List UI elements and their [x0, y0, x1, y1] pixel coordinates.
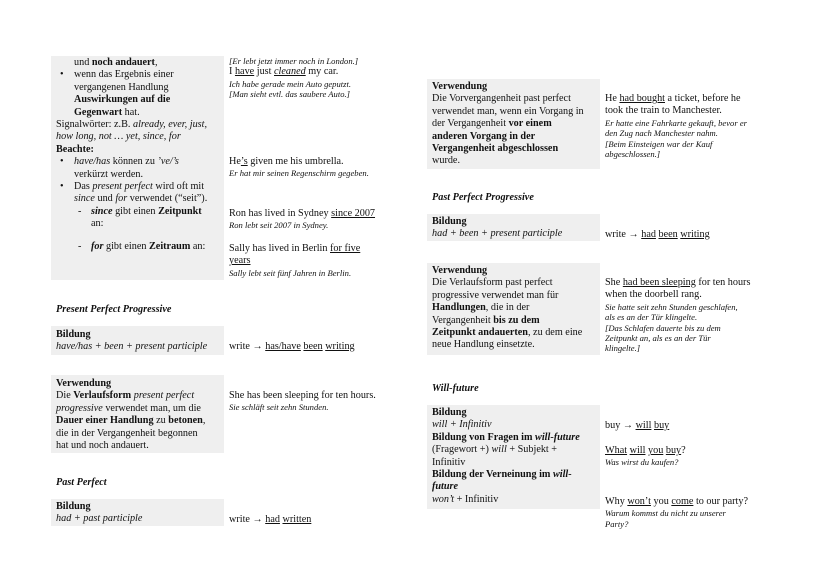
pp-example: write → had written: [229, 514, 312, 525]
umbrella-example: He’s given me his umbrella. Er hat mir seinen Regenschirm gegeben.: [229, 156, 369, 179]
ppp-bildung: Bildung have/has + been + present participle: [56, 329, 208, 353]
for-example: Sally has lived in Berlin for five years Sally lebt seit fünf Jahren in Berlin.: [229, 243, 361, 278]
ppp-example: write → has/have been writing: [229, 341, 355, 352]
arrow-icon: →: [252, 514, 263, 525]
pp-verwendung: Verwendung Die Vorvergangenheit past perfect verwendet man, wenn ein Vorgang in der Vergangenheit vor einem anderen Vorgang in der Vergangenheit abgeschlossen wurde.: [432, 81, 584, 167]
since-example: Ron has lived in Sydney since 2007 Ron lebt seit 2007 in Sydney.: [229, 208, 376, 231]
ppp2-bildung: Bildung had + been + present participle: [432, 216, 563, 240]
ppp-verwendung: Verwendung Die Verlaufsform present perfect progressive verwendet man, um die Dauer einer Handlung zu betonen, die in der Vergangenheit begonnen hat und noch andauert.: [56, 378, 206, 452]
section-heading-past-perfect-progressive: Past Perfect Progressive: [432, 192, 534, 203]
section-heading-past-perfect: Past Perfect: [56, 477, 107, 488]
ppp-example-2: She has been sleeping for ten hours. Sie schläft seit zehn Stunden.: [229, 390, 376, 413]
wf-example-question: What will you buy? Was wirst du kaufen?: [605, 445, 686, 468]
continuation-examples: [Er lebt jetzt immer noch in London.] I have just cleaned my car. Ich habe gerade mein Auto geputzt. [Man sieht evtl. das saubere Auto.]: [229, 56, 359, 100]
pp-bildung: Bildung had + past participle: [56, 501, 143, 525]
pp-use-example: He had bought a ticket, before he took the train to Manchester. Er hatte eine Fahrkarte gekauft, bevor er den Zug nach Manchester nahm. [Beim Einsteigen war der Kauf abgeschlossen.]: [605, 93, 747, 160]
section-heading-will-future: Will-future: [432, 383, 479, 394]
ppp2-use-example: She had been sleeping for ten hours when the doorbell rang. Sie hatte seit zehn Stunden geschlafen, als es an der Tür klingelte. [Das Schlafen dauerte bis zu dem Zeitpunkt an, als es an der Tür klingelte.]: [605, 277, 751, 354]
section-heading-present-perfect-progressive: Present Perfect Progressive: [56, 304, 172, 315]
wf-example-negation: Why won’t you come to our party? Warum kommst du nicht zu unserer Party?: [605, 496, 748, 529]
arrow-icon: →: [622, 420, 634, 431]
arrow-icon: →: [252, 341, 263, 352]
ppp2-verwendung: Verwendung Die Verlaufsform past perfect progressive verwendet man für Handlungen, die in der Vergangenheit bis zu dem Zeitpunkt andauerten, zu dem eine neue Handlung einsetzte.: [432, 265, 583, 351]
arrow-icon: →: [628, 229, 639, 240]
wf-example-buy: buy → will buy: [605, 420, 670, 431]
continuation-text: und noch andauert, • wenn das Ergebnis einer vergangenen Handlung Auswirkungen auf die Gegenwart hat. Signalwörter: z.B. already, ever, just, how long, not … yet, since, for Beachte: • have/has können zu ’ve/’s verkürzt werden. • Das present perfect wird oft mit since und for verwendet (“seit”). - since gibt einen Zeitpunkt an: - for gibt einen Zeitraum an:: [56, 57, 208, 252]
ppp2-example: write → had been writing: [605, 229, 710, 240]
wf-bildung: Bildung will + Infinitiv Bildung von Fragen im will-future (Fragewort +) will + Subjekt + Infinitiv Bildung der Verneinung im will- future won’t + Infinitiv: [432, 407, 580, 505]
